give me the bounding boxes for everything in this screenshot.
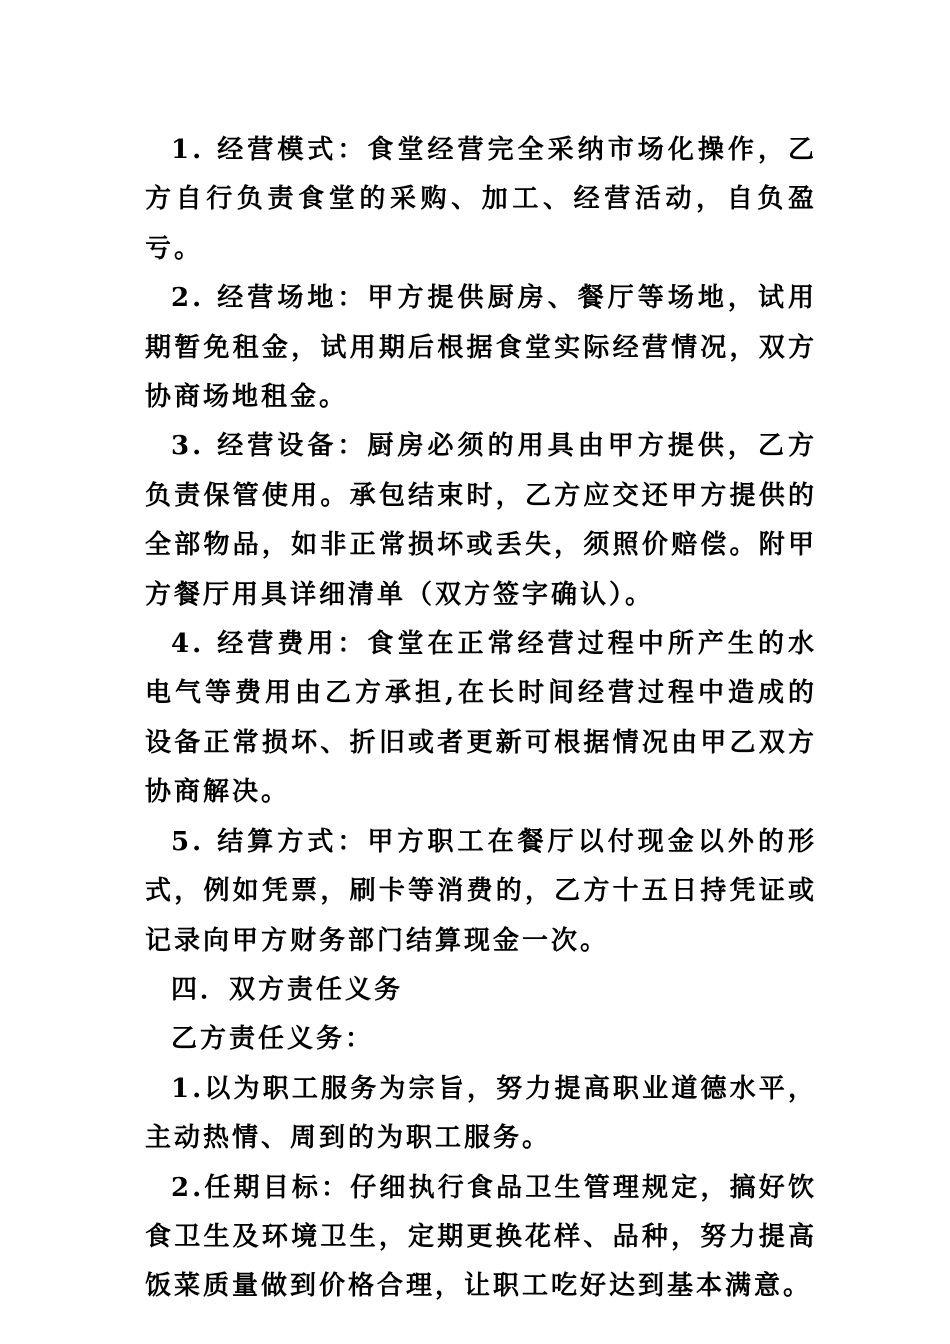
paragraph-duty-targets: 2.任期目标：仔细执行食品卫生管理规定，搞好饮食卫生及环境卫生，定期更换花样、品种，努力提高饭菜质量做到价格合理，让职工吃好达到基本满意。	[145, 1172, 817, 1302]
subheading-party-b-duties: 乙方责任义务：	[171, 1024, 375, 1055]
paragraph-operating-expenses: 4. 经营费用：食堂在正常经营过程中所产生的水电气等费用由乙方承担,在长时间经营过程中造成的设备正常损坏、折旧或者更新可根据情况由甲乙双方协商解决。	[145, 629, 817, 808]
paragraph-operating-mode: 1. 经营模式：食堂经营完全采纳市场化操作，乙方自行负责食堂的采购、加工、经营活动，自负盈亏。	[145, 135, 817, 264]
document-body	[145, 126, 817, 1312]
paragraph-operating-venue: 2. 经营场地：甲方提供厨房、餐厅等场地，试用期暂免租金，试用期后根据食堂实际经营情况，双方协商场地租金。	[145, 283, 817, 413]
paragraph-operating-equipment: 3. 经营设备：厨房必须的用具由甲方提供，乙方负责保管使用。承包结束时，乙方应交还甲方提供的全部物品，如非正常损坏或丢失，须照价赔偿。附甲方餐厅用具详细清单（双方签字确认）。	[145, 431, 817, 610]
paragraph-duty-service: 1.以为职工服务为宗旨，努力提高职业道德水平，主动热情、周到的为职工服务。	[145, 1073, 817, 1154]
section-heading-responsibilities: 四．双方责任义务	[171, 974, 404, 1005]
paragraph-settlement-method: 5. 结算方式：甲方职工在餐厅以付现金以外的形式，例如凭票，刷卡等消费的，乙方十五日持凭证或记录向甲方财务部门结算现金一次。	[145, 826, 817, 956]
